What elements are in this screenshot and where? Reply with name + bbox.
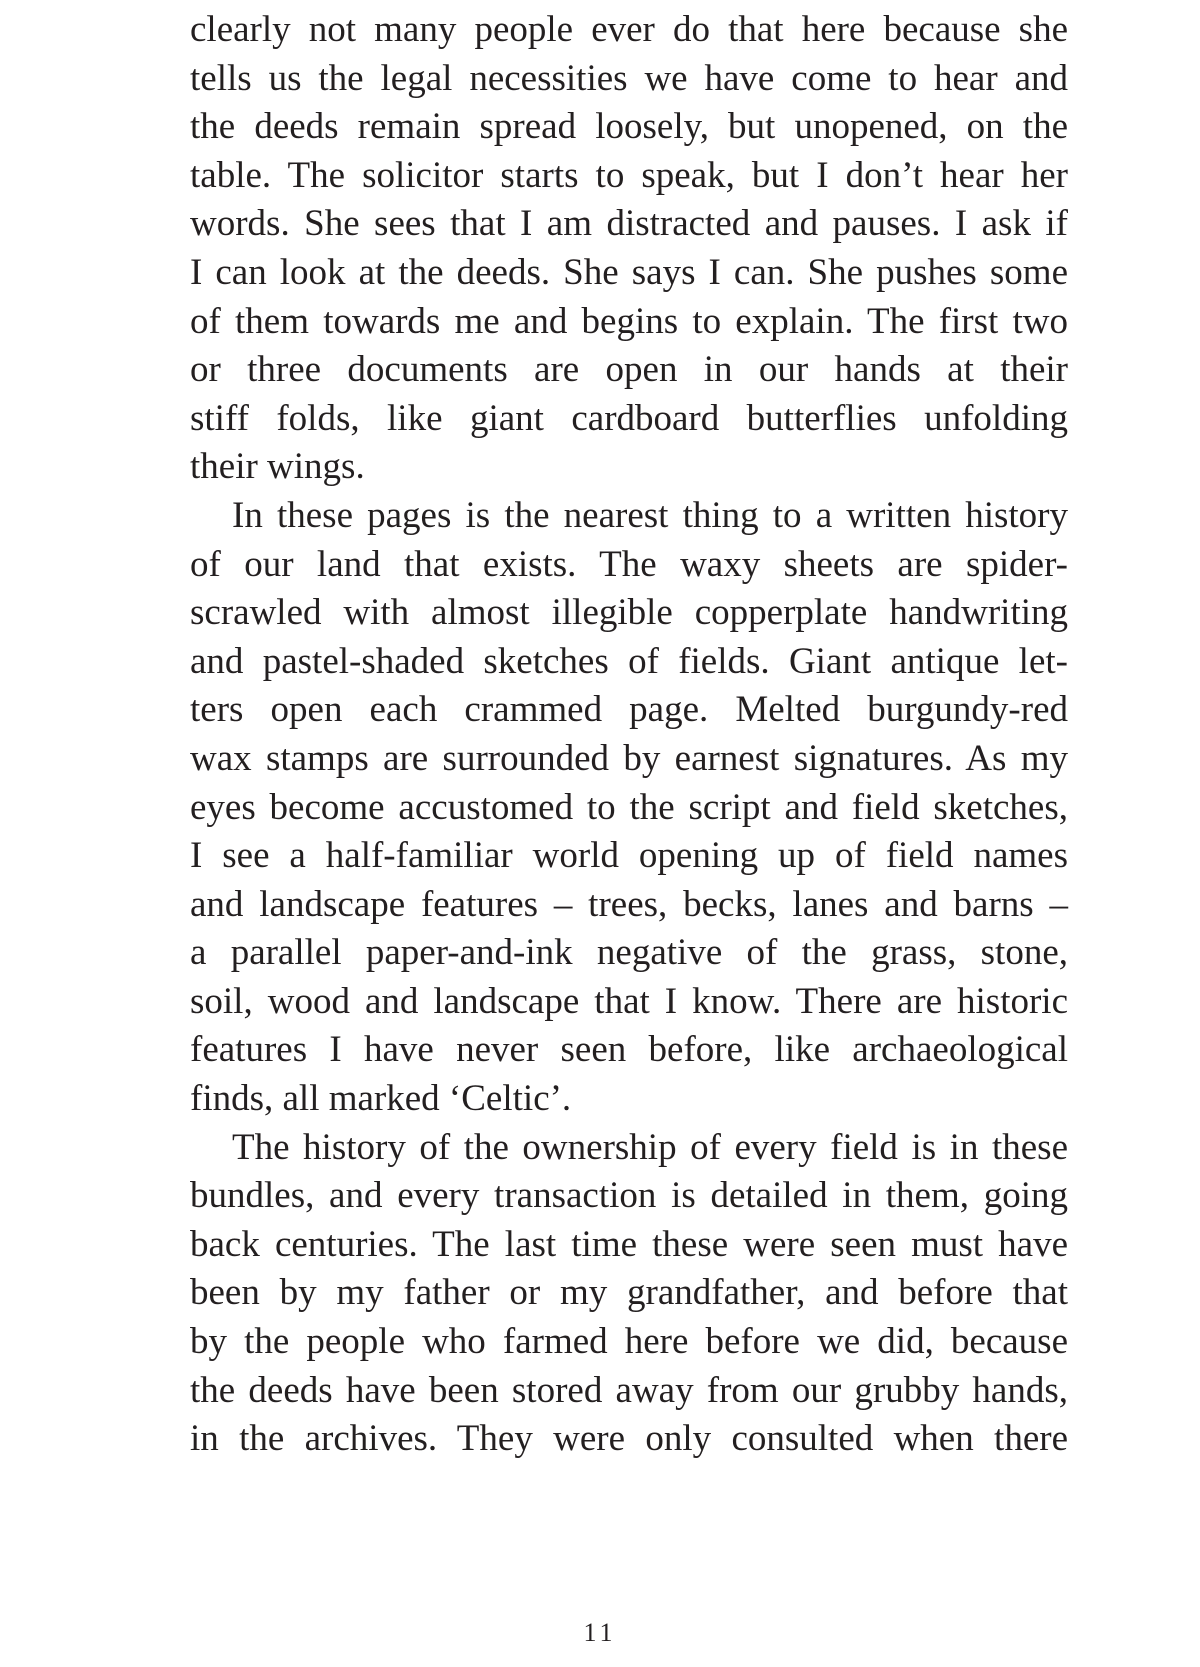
paragraph: [190, 492, 1068, 1124]
text-line: wax stamps are surrounded by earnest signatures. As my: [190, 737, 1068, 779]
text-line: by the people who farmed here before we did, because: [190, 1321, 1068, 1363]
text-line: eyes become accustomed to the script and field sketches,: [190, 786, 1068, 828]
text-line: I see a half-familiar world opening up of field names: [190, 835, 1068, 877]
text-line: soil, wood and landscape that I know. There are historic: [190, 980, 1068, 1022]
text-line: table. The solicitor starts to speak, but I don’t hear her: [190, 154, 1068, 196]
body-text: [190, 6, 1068, 1464]
text-line: stiff folds, like giant cardboard butterflies unfolding: [190, 397, 1068, 439]
text-line: of them towards me and begins to explain. The first two: [190, 300, 1068, 342]
text-line: The history of the ownership of every field is in these: [232, 1126, 1068, 1168]
paragraph: [190, 1124, 1068, 1464]
text-line: clearly not many people ever do that here because she: [190, 9, 1068, 50]
text-line: bundles, and every transaction is detailed in them, going: [190, 1175, 1068, 1217]
text-line: been by my father or my grandfather, and before that: [190, 1272, 1068, 1314]
text-line: scrawled with almost illegible copperplate handwriting: [190, 592, 1068, 634]
text-line: and pastel-shaded sketches of fields. Giant antique let-: [190, 640, 1068, 682]
text-line: the deeds have been stored away from our grubby hands,: [190, 1369, 1068, 1411]
text-line: features I have never seen before, like archaeological: [190, 1029, 1068, 1071]
page-number: 11: [583, 1618, 617, 1647]
text-line: or three documents are open in our hands at their: [190, 349, 1068, 391]
paragraph: [190, 6, 1068, 492]
text-line: their wings.: [190, 446, 365, 488]
text-line: in the archives. They were only consulted when there: [190, 1418, 1068, 1460]
text-line: the deeds remain spread loosely, but unopened, on the: [190, 106, 1068, 148]
text-line: words. She sees that I am distracted and pauses. I ask if: [190, 203, 1068, 245]
text-line: ters open each crammed page. Melted burgundy-red: [190, 689, 1068, 731]
text-line: finds, all marked ‘Celtic’.: [190, 1078, 572, 1120]
text-line: tells us the legal necessities we have come to hear and: [190, 57, 1068, 99]
text-line: I can look at the deeds. She says I can. She pushes some: [190, 251, 1068, 293]
text-line: In these pages is the nearest thing to a written history: [232, 494, 1068, 536]
text-line: and landscape features – trees, becks, lanes and barns –: [190, 883, 1068, 925]
text-line: back centuries. The last time these were seen must have: [190, 1223, 1068, 1265]
text-line: of our land that exists. The waxy sheets are spider-: [190, 543, 1068, 585]
text-line: a parallel paper-and-ink negative of the grass, stone,: [190, 932, 1068, 974]
